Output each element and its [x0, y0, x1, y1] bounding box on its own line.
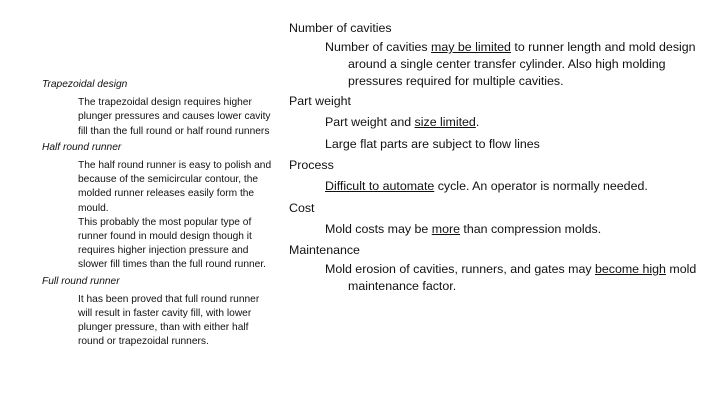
maintenance-text-post: mold maintenance factor.	[348, 262, 697, 294]
half-round-heading: Half round runner	[42, 141, 122, 153]
left-column	[42, 78, 274, 350]
cost-heading: Cost	[289, 200, 315, 215]
half-round-text-2: This probably the most popular type of runner found in mould design though it requires higher injection pressure and slower fill times than the full round runner.	[78, 216, 266, 271]
trapezoidal-heading: Trapezoidal design	[42, 79, 128, 90]
process-heading: Process	[289, 158, 334, 173]
process-text-post: cycle. An operator is normally needed.	[434, 179, 648, 194]
part-weight-text-underlined: size limited	[414, 114, 476, 129]
full-round-heading: Full round runner	[42, 275, 120, 287]
trapezoidal-text: The trapezoidal design requires higher plunger pressures and causes lower cavity fill than the full round or half round runners	[78, 97, 271, 137]
cavities-text-post: to runner length and mold design around a single center transfer cylinder. Also high molding pressures required for multiple cavities.	[348, 40, 696, 88]
right-column	[289, 18, 709, 296]
process-text-underlined: Difficult to automate	[325, 179, 435, 194]
cavities-heading: Number of cavities	[289, 21, 392, 35]
part-weight-heading: Part weight	[289, 93, 351, 108]
cavities-text-pre: Number of cavities	[325, 40, 432, 55]
process-text	[325, 175, 709, 197]
cost-text	[325, 218, 709, 240]
part-weight-text	[325, 111, 709, 133]
part-weight-text-2: Large flat parts are subject to flow lines	[325, 137, 540, 151]
maintenance-text-pre: Mold erosion of cavities, runners, and gates may	[325, 262, 595, 277]
maintenance-text-underlined: become high	[594, 262, 666, 277]
maintenance-heading: Maintenance	[289, 243, 360, 258]
cost-text-pre: Mold costs may be	[325, 221, 432, 236]
cost-text-post: than compression molds.	[459, 221, 602, 236]
cavities-text-underlined: may be limited	[431, 40, 511, 55]
cost-text-underlined: more	[431, 221, 460, 236]
maintenance-text	[325, 260, 709, 296]
part-weight-text-pre: Part weight and	[325, 114, 415, 129]
part-weight-text-post: .	[475, 114, 480, 129]
cavities-text	[325, 38, 709, 90]
full-round-text: It has been proved that full round runner will result in faster cavity fill, with lower plunger pressure, than with either half round or trapezoidal runners.	[78, 293, 260, 348]
half-round-text-1: The half round runner is easy to polish and because of the semicircular contour, the molded runner releases easily form the mould.	[78, 160, 272, 214]
